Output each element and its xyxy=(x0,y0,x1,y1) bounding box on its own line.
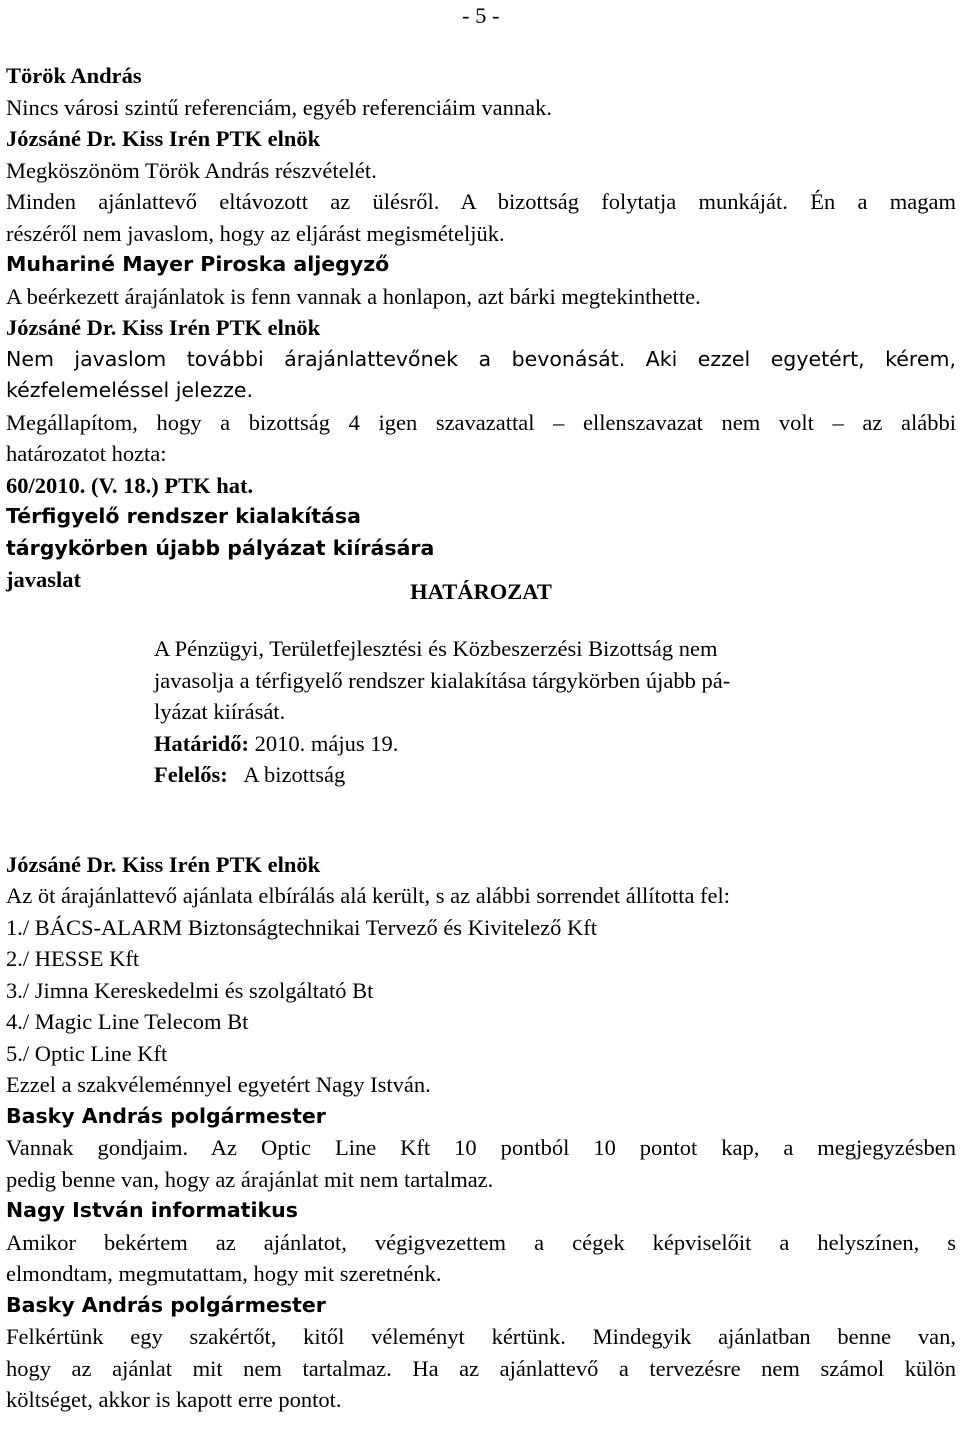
paragraph-line: Felkértünk egy szakértőt, kitől véleményt kértünk. Mindegyik ajánlatban benne van, xyxy=(6,1324,956,1349)
paragraph-line: kézfelemeléssel jelezze. xyxy=(6,378,253,402)
speaker-name: Muhariné Mayer Piroska aljegyző xyxy=(6,252,390,276)
paragraph-line: Megállapítom, hogy a bizottság 4 igen szavazattal – ellenszavazat nem volt – az alábbi xyxy=(6,409,956,435)
paragraph-line: Vannak gondjaim. Az Optic Line Kft 10 pontból 10 pontot kap, a megjegyzésben xyxy=(6,1135,956,1160)
resolution-title: HATÁROZAT xyxy=(410,578,552,604)
ranking-item: 1./ BÁCS-ALARM Biztonságtechnikai Tervező és Kivitelező Kft xyxy=(6,914,598,940)
speaker-name: Józsáné Dr. Kiss Irén PTK elnök xyxy=(6,851,321,877)
paragraph-line: Minden ajánlattevő eltávozott az ülésről. A bizottság folytatja munkáját. Én a magam xyxy=(6,189,956,214)
paragraph-line: Nem javaslom további árajánlattevőnek a bevonását. Aki ezzel egyetért, kérem, xyxy=(6,346,956,371)
resolution-line: lyázat kiírását. xyxy=(154,699,286,724)
speaker-name: Basky András polgármester xyxy=(6,1103,326,1128)
resolution-line: A Pénzügyi, Területfejlesztési és Közbeszerzési Bizottság nem xyxy=(154,636,718,661)
document-page xyxy=(6,60,956,1416)
responsible-label: Felelős: xyxy=(154,762,228,787)
paragraph-line: pedig benne van, hogy az árajánlat mit nem tartalmaz. xyxy=(6,1166,494,1192)
speaker-name: Basky András polgármester xyxy=(6,1292,326,1317)
resolution-subject: tárgykörben újabb pályázat kiírására xyxy=(6,535,435,560)
paragraph-line: Az öt árajánlattevő ajánlata elbírálás alá került, s az alábbi sorrendet állította fel: xyxy=(6,883,731,908)
page-number: - 5 - xyxy=(462,3,500,28)
speaker-name: Józsáné Dr. Kiss Irén PTK elnök xyxy=(6,315,321,340)
ranking-item: 3./ Jimna Kereskedelmi és szolgáltató Bt xyxy=(6,977,374,1003)
speaker-name: Nagy István informatikus xyxy=(6,1198,298,1222)
deadline-value: 2010. május 19. xyxy=(249,730,399,756)
responsible-value: A bizottság xyxy=(227,762,346,787)
ranking-item: 5./ Optic Line Kft xyxy=(6,1040,168,1066)
speaker-name: Józsáné Dr. Kiss Irén PTK elnök xyxy=(6,126,321,151)
ranking-item: 4./ Magic Line Telecom Bt xyxy=(6,1009,249,1034)
speaker-name: Török András xyxy=(6,63,142,88)
resolution-responsible xyxy=(154,759,844,791)
resolution-body xyxy=(154,633,844,791)
ranking-item: 2./ HESSE Kft xyxy=(6,946,140,971)
resolution-subject: javaslat xyxy=(6,567,81,592)
deadline-label: Határidő: xyxy=(154,730,249,756)
paragraph-line: hogy az ajánlat mit nem tartalmaz. Ha az ajánlattevő a tervezésre nem számol külön xyxy=(6,1355,956,1381)
paragraph-line: részéről nem javaslom, hogy az eljárást megismételjük. xyxy=(6,220,505,246)
paragraph-line: elmondtam, megmutattam, hogy mit szeretnénk. xyxy=(6,1261,442,1286)
paragraph-line: Megköszönöm Török András részvételét. xyxy=(6,157,377,183)
paragraph-line: A beérkezett árajánlatok is fenn vannak a honlapon, azt bárki megtekinthette. xyxy=(6,283,701,309)
paragraph-line: Ezzel a szakvéleménnyel egyetért Nagy István. xyxy=(6,1072,431,1097)
resolution-line: javasolja a térfigyelő rendszer kialakítása tárgykörben újabb pá- xyxy=(154,667,731,693)
paragraph-line: költséget, akkor is kapott erre pontot. xyxy=(6,1387,342,1412)
paragraph-line: határozatot hozta: xyxy=(6,441,167,466)
paragraph-line: Nincs városi szintű referenciám, egyéb referenciáim vannak. xyxy=(6,94,552,120)
resolution-deadline xyxy=(154,728,844,760)
resolution-subject: Térfigyelő rendszer kialakítása xyxy=(6,504,361,528)
resolution-number: 60/2010. (V. 18.) PTK hat. xyxy=(6,472,254,498)
paragraph-line: Amikor bekértem az ajánlatot, végigvezettem a cégek képviselőit a helyszínen, s xyxy=(6,1229,956,1255)
